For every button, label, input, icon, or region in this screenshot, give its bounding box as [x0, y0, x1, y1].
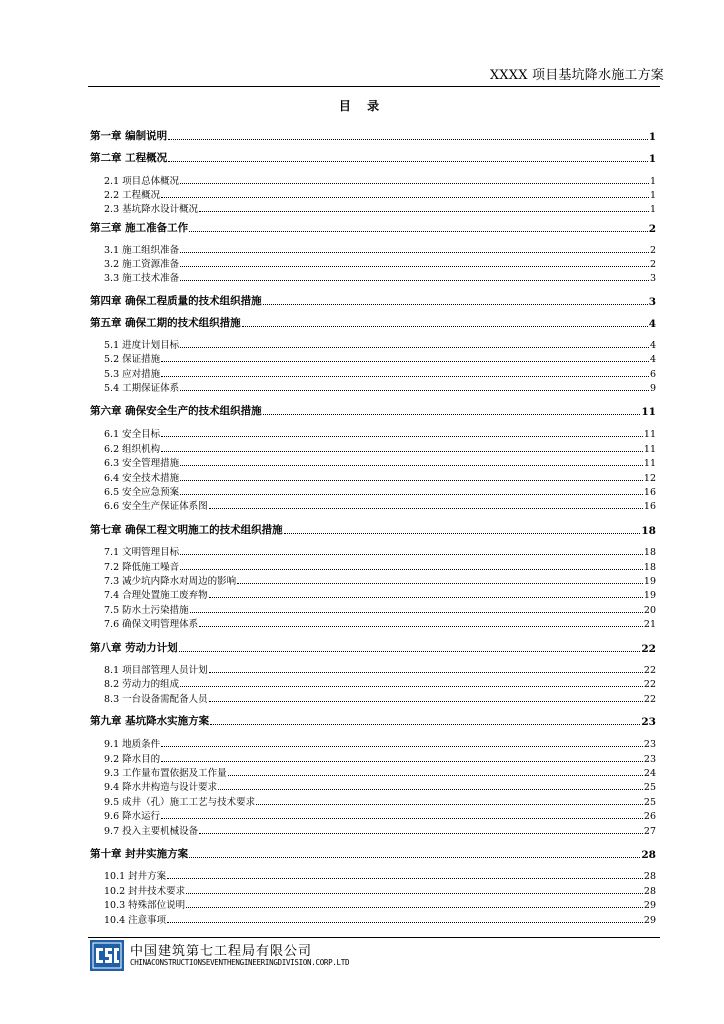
toc-dot-leader [180, 480, 643, 481]
toc-page-number: 9 [649, 383, 656, 394]
toc-page-number: 4 [649, 354, 656, 365]
toc-entry-title: 9.2 降水目的 [104, 754, 161, 765]
toc-dot-leader [161, 197, 649, 198]
toc-chapter-row[interactable] [0, 847, 724, 861]
toc-section-row[interactable] [0, 498, 724, 512]
toc-dot-leader [167, 878, 643, 879]
toc-page-number: 29 [643, 900, 656, 911]
toc-entry-title: 10.3 特殊部位说明 [104, 900, 186, 911]
toc-section-row[interactable] [0, 366, 724, 380]
toc-chapter-row[interactable] [0, 294, 724, 308]
toc-section-row[interactable] [0, 351, 724, 365]
toc-section-row[interactable] [0, 662, 724, 676]
toc-page-number: 18 [643, 562, 656, 573]
toc-dot-leader [180, 266, 649, 267]
toc-page-number: 26 [643, 811, 656, 822]
toc-entry-title: 第四章 确保工程质量的技术组织措施 [90, 295, 262, 307]
toc-dot-leader [180, 686, 643, 687]
toc-chapter-row[interactable] [0, 404, 724, 418]
toc-chapter-row[interactable] [0, 129, 724, 143]
toc-page-number: 23 [641, 716, 656, 728]
toc-dot-leader [256, 804, 643, 805]
toc-page-number: 16 [643, 501, 656, 512]
toc-entry-title: 9.6 降水运行 [104, 811, 161, 822]
toc-entry-title: 第五章 确保工期的技术组织措施 [90, 317, 241, 329]
toc-entry-title: 3.2 施工资源准备 [104, 259, 180, 270]
toc-entry-title: 2.3 基坑降水设计概况 [104, 204, 199, 215]
toc-dot-leader [167, 922, 643, 923]
toc-page-number: 11 [641, 406, 656, 418]
toc-dot-leader [180, 554, 643, 555]
toc-dot-leader [209, 672, 643, 673]
toc-section-row[interactable] [0, 380, 724, 394]
toc-page-number: 2 [649, 259, 656, 270]
toc-section-row[interactable] [0, 455, 724, 469]
toc-entry-title: 8.3 一台设备需配备人员 [104, 694, 208, 705]
toc-page-number: 21 [643, 619, 656, 630]
toc-dot-leader [218, 789, 643, 790]
toc-entry-title: 7.2 降低施工噪音 [104, 562, 180, 573]
toc-dot-leader [186, 907, 643, 908]
toc-dot-leader [237, 583, 643, 584]
toc-section-row[interactable] [0, 573, 724, 587]
toc-chapter-row[interactable] [0, 641, 724, 655]
toc-entry-title: 8.2 劳动力的组成 [104, 679, 180, 690]
toc-dot-leader [242, 326, 648, 327]
toc-page-number: 1 [649, 176, 656, 187]
toc-dot-leader [161, 761, 643, 762]
footer-divider [88, 937, 660, 938]
toc-entry-title: 第六章 确保安全生产的技术组织措施 [90, 405, 262, 417]
toc-entry-title: 3.1 施工组织准备 [104, 245, 180, 256]
cscec-logo-icon [90, 940, 124, 971]
toc-section-row[interactable] [0, 779, 724, 793]
toc-section-row[interactable] [0, 808, 724, 822]
toc-dot-leader [209, 508, 643, 509]
toc-page-number: 18 [643, 547, 656, 558]
toc-dot-leader [228, 775, 643, 776]
toc-section-row[interactable] [0, 187, 724, 201]
toc-entry-title: 第八章 劳动力计划 [90, 642, 178, 654]
company-name-english: CHINACONSTRUCTIONSEVENTHENGINEERINGDIVISION.CORP.LTD [130, 958, 350, 967]
toc-entry-title: 第三章 施工准备工作 [90, 222, 189, 234]
toc-dot-leader [161, 818, 643, 819]
toc-entry-title: 7.4 合理处置施工废弃物 [104, 590, 208, 601]
toc-entry-title: 第一章 编制说明 [90, 130, 168, 142]
toc-section-row[interactable] [0, 484, 724, 498]
toc-dot-leader [189, 231, 648, 232]
toc-heading: 目 录 [338, 99, 386, 113]
toc-entry-title: 第二章 工程概况 [90, 152, 168, 164]
toc-section-row[interactable] [0, 587, 724, 601]
toc-section-row[interactable] [0, 736, 724, 750]
toc-page-number: 18 [641, 525, 656, 537]
toc-dot-leader [199, 626, 643, 627]
toc-dot-leader [199, 833, 643, 834]
toc-section-row[interactable] [0, 616, 724, 630]
toc-dot-leader [199, 211, 649, 212]
toc-page-number: 1 [649, 204, 656, 215]
toc-dot-leader [161, 451, 643, 452]
toc-page-number: 2 [649, 245, 656, 256]
toc-page-number: 20 [643, 605, 656, 616]
toc-entry-title: 2.1 项目总体概况 [104, 176, 180, 187]
toc-page-number: 1 [648, 153, 656, 165]
toc-entry-title: 2.2 工程概况 [104, 190, 161, 201]
toc-page-number: 23 [643, 754, 656, 765]
toc-entry-title: 9.3 工作量布置依据及工作量 [104, 768, 227, 779]
toc-page-number: 28 [643, 886, 656, 897]
toc-chapter-row[interactable] [0, 316, 724, 330]
toc-entry-title: 第九章 基坑降水实施方案 [90, 715, 210, 727]
toc-page-number: 16 [643, 487, 656, 498]
toc-section-row[interactable] [0, 912, 724, 926]
toc-page-number: 24 [643, 768, 656, 779]
toc-page-number: 2 [648, 223, 656, 235]
toc-entry-title: 7.1 文明管理目标 [104, 547, 180, 558]
toc-section-row[interactable] [0, 242, 724, 256]
toc-page-number: 29 [643, 915, 656, 926]
toc-entry-title: 10.4 注意事项 [104, 915, 167, 926]
toc-section-row[interactable] [0, 794, 724, 808]
toc-entry-title: 6.2 组织机构 [104, 444, 161, 455]
toc-section-row[interactable] [0, 559, 724, 573]
toc-page-number: 3 [649, 273, 656, 284]
toc-page-number: 3 [648, 296, 656, 308]
toc-dot-leader [179, 651, 641, 652]
document-header-title: XXXX 项目基坑降水施工方案 [489, 68, 664, 83]
header-divider [88, 86, 660, 87]
toc-dot-leader [161, 436, 643, 437]
toc-section-row[interactable] [0, 765, 724, 779]
toc-page-number: 11 [643, 458, 656, 469]
toc-entry-title: 10.1 封井方案 [104, 871, 167, 882]
toc-entry-title: 第七章 确保工程文明施工的技术组织措施 [90, 524, 283, 536]
toc-chapter-row[interactable] [0, 221, 724, 235]
toc-page-number: 28 [643, 871, 656, 882]
toc-entry-title: 3.3 施工技术准备 [104, 273, 180, 284]
toc-entry-title: 8.1 项目部管理人员计划 [104, 665, 208, 676]
toc-page-number: 25 [643, 782, 656, 793]
toc-section-row[interactable] [0, 270, 724, 284]
toc-entry-title: 5.1 进度计划目标 [104, 340, 180, 351]
toc-entry-title: 10.2 封井技术要求 [104, 886, 186, 897]
toc-page-number: 23 [643, 739, 656, 750]
toc-dot-leader [180, 183, 649, 184]
toc-dot-leader [210, 724, 640, 725]
toc-entry-title: 7.5 防水土污染措施 [104, 605, 189, 616]
toc-dot-leader [161, 376, 649, 377]
toc-section-row[interactable] [0, 337, 724, 351]
toc-page-number: 22 [643, 665, 656, 676]
toc-entry-title: 9.7 投入主要机械设备 [104, 826, 199, 837]
toc-section-row[interactable] [0, 751, 724, 765]
toc-dot-leader [180, 569, 643, 570]
toc-dot-leader [189, 857, 640, 858]
toc-section-row[interactable] [0, 470, 724, 484]
toc-entry-title: 7.3 减少坑内降水对周边的影响 [104, 576, 237, 587]
toc-dot-leader [209, 597, 643, 598]
toc-page-number: 25 [643, 797, 656, 808]
toc-dot-leader [180, 280, 649, 281]
toc-dot-leader [168, 161, 648, 162]
toc-entry-title: 6.3 安全管理措施 [104, 458, 180, 469]
toc-page-number: 27 [643, 826, 656, 837]
toc-entry-title: 6.6 安全生产保证体系图 [104, 501, 208, 512]
toc-dot-leader [284, 533, 641, 534]
toc-page-number: 1 [649, 190, 656, 201]
toc-section-row[interactable] [0, 823, 724, 837]
toc-dot-leader [180, 465, 643, 466]
toc-page-number: 22 [641, 643, 656, 655]
toc-page-number: 11 [643, 444, 656, 455]
toc-dot-leader [263, 304, 648, 305]
toc-dot-leader [180, 252, 649, 253]
toc-entry-title: 9.5 成井（孔）施工工艺与技术要求 [104, 797, 256, 808]
toc-dot-leader [263, 414, 641, 415]
toc-section-row[interactable] [0, 426, 724, 440]
toc-dot-leader [168, 139, 648, 140]
toc-entry-title: 9.1 地质条件 [104, 739, 161, 750]
toc-section-row[interactable] [0, 868, 724, 882]
toc-entry-title: 5.4 工期保证体系 [104, 383, 180, 394]
toc-entry-title: 9.4 降水井构造与设计要求 [104, 782, 218, 793]
toc-section-row[interactable] [0, 602, 724, 616]
toc-dot-leader [190, 612, 643, 613]
toc-dot-leader [209, 701, 643, 702]
company-name-chinese: 中国建筑第七工程局有限公司 [130, 944, 313, 959]
toc-page-number: 19 [643, 576, 656, 587]
toc-dot-leader [161, 361, 649, 362]
toc-dot-leader [180, 390, 649, 391]
toc-entry-title: 6.4 安全技术措施 [104, 473, 180, 484]
toc-page-number: 22 [643, 694, 656, 705]
toc-dot-leader [180, 347, 649, 348]
toc-page-number: 4 [649, 340, 656, 351]
toc-section-row[interactable] [0, 883, 724, 897]
toc-page-number: 11 [643, 429, 656, 440]
toc-section-row[interactable] [0, 676, 724, 690]
toc-chapter-row[interactable] [0, 523, 724, 537]
toc-section-row[interactable] [0, 441, 724, 455]
toc-entry-title: 6.5 安全应急预案 [104, 487, 180, 498]
toc-entry-title: 5.2 保证措施 [104, 354, 161, 365]
toc-page-number: 19 [643, 590, 656, 601]
toc-entry-title: 7.6 确保文明管理体系 [104, 619, 199, 630]
toc-section-row[interactable] [0, 691, 724, 705]
toc-section-row[interactable] [0, 544, 724, 558]
toc-dot-leader [180, 494, 643, 495]
toc-entry-title: 第十章 封井实施方案 [90, 848, 189, 860]
toc-chapter-row[interactable] [0, 714, 724, 728]
toc-section-row[interactable] [0, 256, 724, 270]
toc-section-row[interactable] [0, 897, 724, 911]
toc-page-number: 1 [648, 131, 656, 143]
toc-page-number: 28 [641, 849, 656, 861]
toc-chapter-row[interactable] [0, 151, 724, 165]
toc-page-number: 4 [648, 318, 656, 330]
toc-dot-leader [161, 746, 643, 747]
toc-section-row[interactable] [0, 201, 724, 215]
toc-dot-leader [186, 893, 643, 894]
toc-section-row[interactable] [0, 173, 724, 187]
toc-page-number: 6 [649, 369, 656, 380]
toc-page-number: 12 [643, 473, 656, 484]
toc-entry-title: 6.1 安全目标 [104, 429, 161, 440]
toc-entry-title: 5.3 应对措施 [104, 369, 161, 380]
toc-page-number: 22 [643, 679, 656, 690]
